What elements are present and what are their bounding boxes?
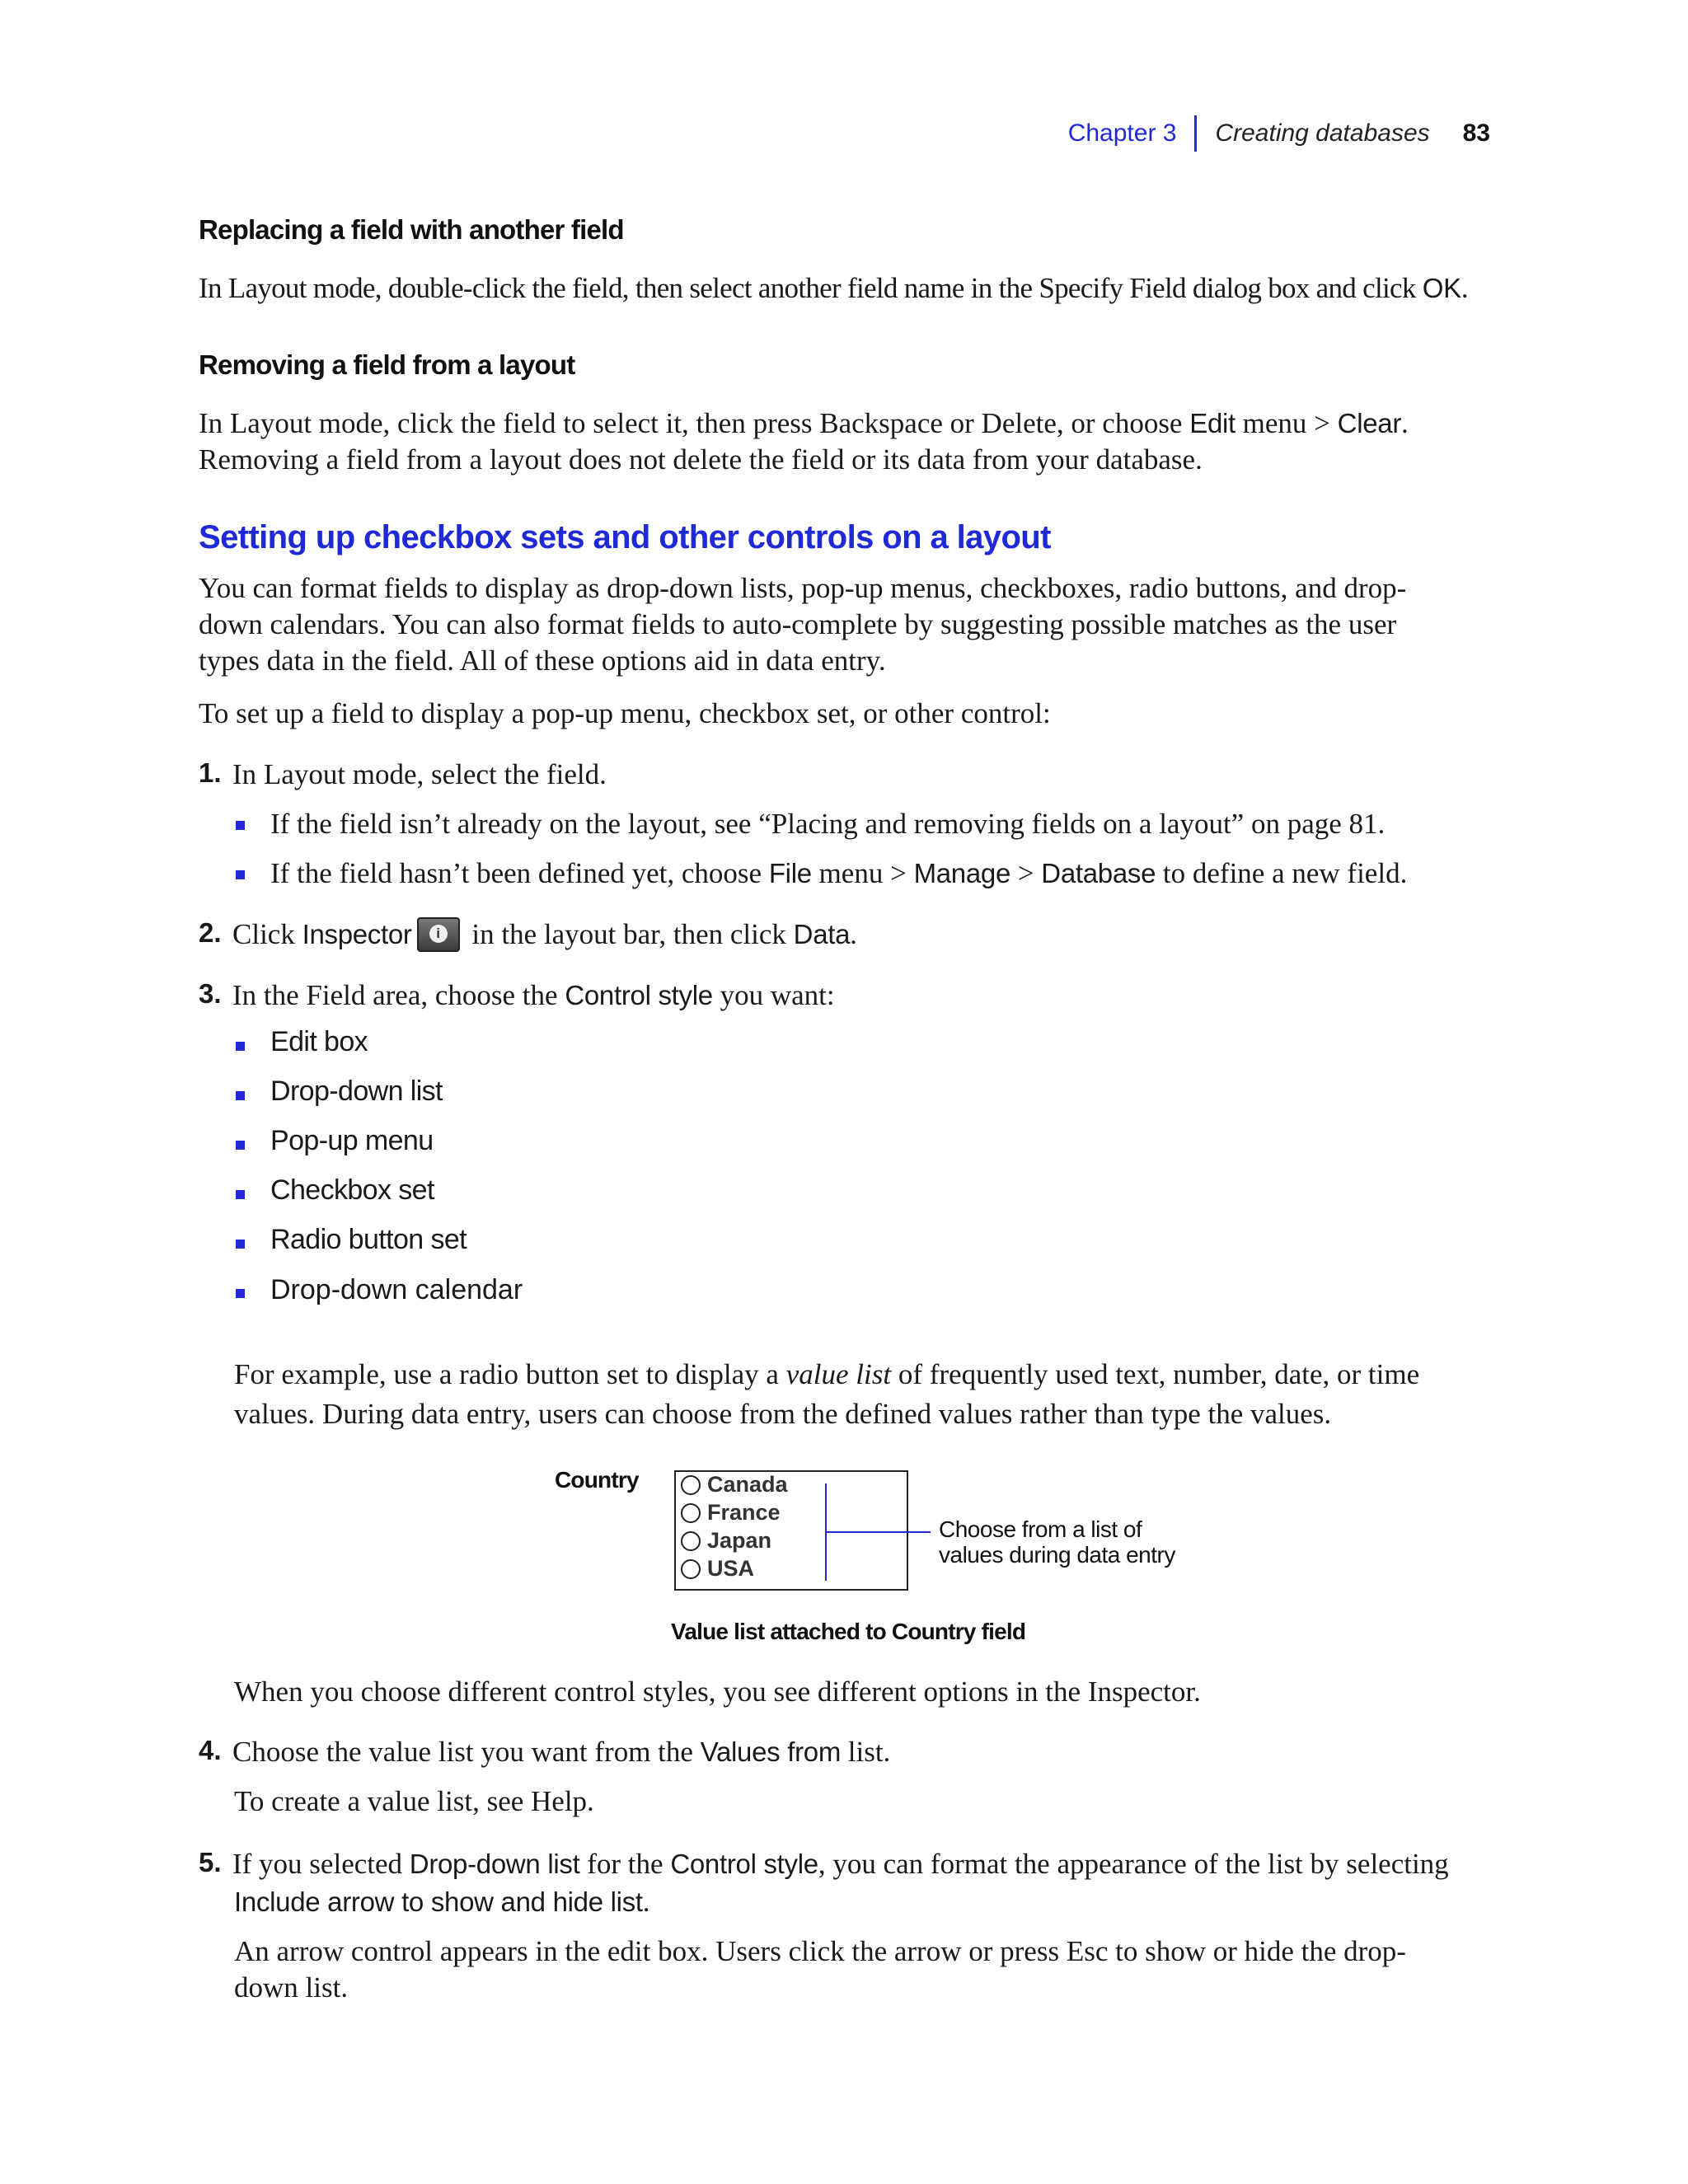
lead-sentence: To set up a field to display a pop-up menu, checkbox set, or other control: (199, 697, 1051, 729)
ui-term-include-arrow: Include arrow to show and hide list (234, 1886, 643, 1917)
paragraph-text: . (1401, 407, 1409, 439)
paragraph-text: you want: (712, 979, 835, 1011)
heading-removing-field: Removing a field from a layout (199, 349, 575, 380)
ui-term-ok: OK (1422, 273, 1461, 303)
control-style-edit-box: Edit box (270, 1026, 368, 1057)
step-5-text-line2 (234, 1884, 650, 1920)
radio-option-label: USA (707, 1556, 755, 1581)
ui-term-clear: Clear (1337, 408, 1402, 438)
paragraph-text: In Layout mode, double-click the field, then select another field name in the Specify Field dialog box and click (199, 272, 1423, 304)
paragraph-text: menu > (811, 857, 914, 889)
paragraph-removing-field-line2: Removing a field from a layout does not delete the field or its data from your database. (199, 443, 1203, 476)
ui-term-values-from: Values from (700, 1736, 842, 1767)
paragraph-text: In Layout mode, click the field to select it, then press Backspace or Delete, or choose (199, 407, 1190, 439)
step-number: 1. (199, 757, 222, 788)
step-number: 3. (199, 978, 222, 1009)
paragraph-text: For example, use a radio button set to display a (234, 1358, 786, 1390)
control-style-checkbox-set: Checkbox set (270, 1174, 434, 1206)
running-header (1068, 115, 1490, 152)
ui-term-drop-down-list: Drop-down list (409, 1849, 580, 1879)
paragraph-text: menu > (1235, 407, 1338, 439)
section-heading: Setting up checkbox sets and other controls on a layout (199, 519, 1051, 555)
radio-option (681, 1500, 781, 1526)
step-4-text (232, 1734, 890, 1770)
radio-circle-icon (681, 1559, 701, 1579)
step-number: 2. (199, 917, 222, 948)
bullet-icon (236, 821, 245, 830)
bullet-icon (236, 1042, 245, 1051)
paragraph-text: In the Field area, choose the (232, 979, 565, 1011)
example-line-2: values. During data entry, users can choose from the defined values rather than type the values. (234, 1398, 1332, 1430)
radio-circle-icon (681, 1503, 701, 1523)
bullet-icon (236, 1141, 245, 1150)
ui-term-control-style: Control style (670, 1849, 818, 1879)
paragraph-text: , you can format the appearance of the list by selecting (818, 1848, 1449, 1880)
intro-line-3: types data in the field. All of these options aid in data entry. (199, 644, 886, 677)
header-divider (1194, 115, 1197, 152)
ui-term-manage: Manage (913, 858, 1011, 888)
step-1-text: In Layout mode, select the field. (232, 758, 607, 790)
step-number: 4. (199, 1735, 222, 1765)
step-3-text (232, 977, 835, 1014)
ui-term-control-style: Control style (565, 980, 713, 1010)
step-5-subtext-line1: An arrow control appears in the edit box. Users click the arrow or press Esc to show or hide the drop- (234, 1935, 1406, 1967)
bullet-icon (236, 1289, 245, 1298)
radio-option (681, 1472, 788, 1497)
radio-circle-icon (681, 1531, 701, 1551)
paragraph-text: to define a new field. (1156, 857, 1408, 889)
paragraph-text: Choose the value list you want from the (232, 1736, 701, 1768)
paragraph-text: If the field hasn’t been defined yet, choose (270, 857, 769, 889)
bullet-icon (236, 1091, 245, 1100)
paragraph-replacing-field (199, 270, 1468, 307)
step-5-subtext-line2: down list. (234, 1971, 349, 2004)
control-style-drop-down-calendar: Drop-down calendar (270, 1274, 523, 1305)
radio-button-set-figure (674, 1470, 908, 1591)
paragraph-text: . (850, 918, 857, 950)
figure-caption: Value list attached to Country field (671, 1619, 1026, 1644)
figure-field-label: Country (555, 1467, 639, 1493)
radio-option (681, 1556, 754, 1582)
bullet-icon (236, 870, 245, 879)
ui-term-database: Database (1041, 858, 1156, 888)
ui-term-edit: Edit (1189, 408, 1236, 438)
bullet-icon (236, 1190, 245, 1199)
radio-option-label: Japan (707, 1528, 772, 1553)
paragraph-text: list. (841, 1736, 891, 1768)
ui-term-data: Data (793, 919, 851, 949)
bullet-icon (236, 1240, 245, 1249)
callout-leader-line (825, 1531, 931, 1533)
paragraph-text: of frequently used text, number, date, or time (891, 1358, 1420, 1390)
paragraph-text: . (642, 1886, 650, 1918)
paragraph-removing-field-line1 (199, 405, 1409, 442)
intro-line-2: down calendars. You can also format fields to auto-complete by suggesting possible matches as the user (199, 608, 1397, 640)
example-line-1 (234, 1357, 1419, 1393)
step-4-subtext: To create a value list, see Help. (234, 1785, 594, 1817)
control-style-pop-up-menu: Pop-up menu (270, 1125, 434, 1156)
ui-term-inspector: Inspector (302, 919, 412, 949)
control-style-drop-down-list: Drop-down list (270, 1076, 443, 1107)
step-2-text (232, 916, 857, 953)
paragraph-text: Click (232, 918, 302, 950)
step-number: 5. (199, 1847, 222, 1877)
inspector-info-icon: i (417, 917, 460, 952)
figure-callout-line-1: Choose from a list of (939, 1516, 1142, 1542)
paragraph-text: If you selected (232, 1848, 410, 1880)
radio-option (681, 1528, 771, 1554)
heading-replacing-field: Replacing a field with another field (199, 214, 624, 245)
chapter-title: Creating databases (1215, 120, 1430, 147)
step-5-text-line1 (232, 1846, 1449, 1882)
page-number: 83 (1462, 120, 1490, 147)
chapter-label: Chapter 3 (1067, 120, 1177, 147)
intro-line-1: You can format fields to display as drop-down lists, pop-up menus, checkboxes, radio buttons, and drop- (199, 572, 1407, 604)
radio-circle-icon (681, 1475, 701, 1495)
after-figure-text: When you choose different control styles, you see different options in the Inspector. (234, 1675, 1201, 1708)
paragraph-text: . (1461, 272, 1468, 304)
radio-option-label: Canada (707, 1472, 788, 1497)
step-1-bullet-2 (270, 855, 1407, 892)
paragraph-text: for the (579, 1848, 671, 1880)
emphasis-value-list: value list (785, 1358, 892, 1390)
radio-option-label: France (707, 1500, 781, 1525)
ui-term-file: File (768, 858, 812, 888)
paragraph-text: > (1010, 857, 1042, 889)
control-style-radio-button-set: Radio button set (270, 1224, 467, 1255)
figure-callout-line-2: values during data entry (939, 1542, 1175, 1568)
paragraph-text: in the layout bar, then click (464, 918, 794, 950)
step-1-bullet-1: If the field isn’t already on the layout, see “Placing and removing fields on a layout” on page 81. (270, 808, 1386, 840)
